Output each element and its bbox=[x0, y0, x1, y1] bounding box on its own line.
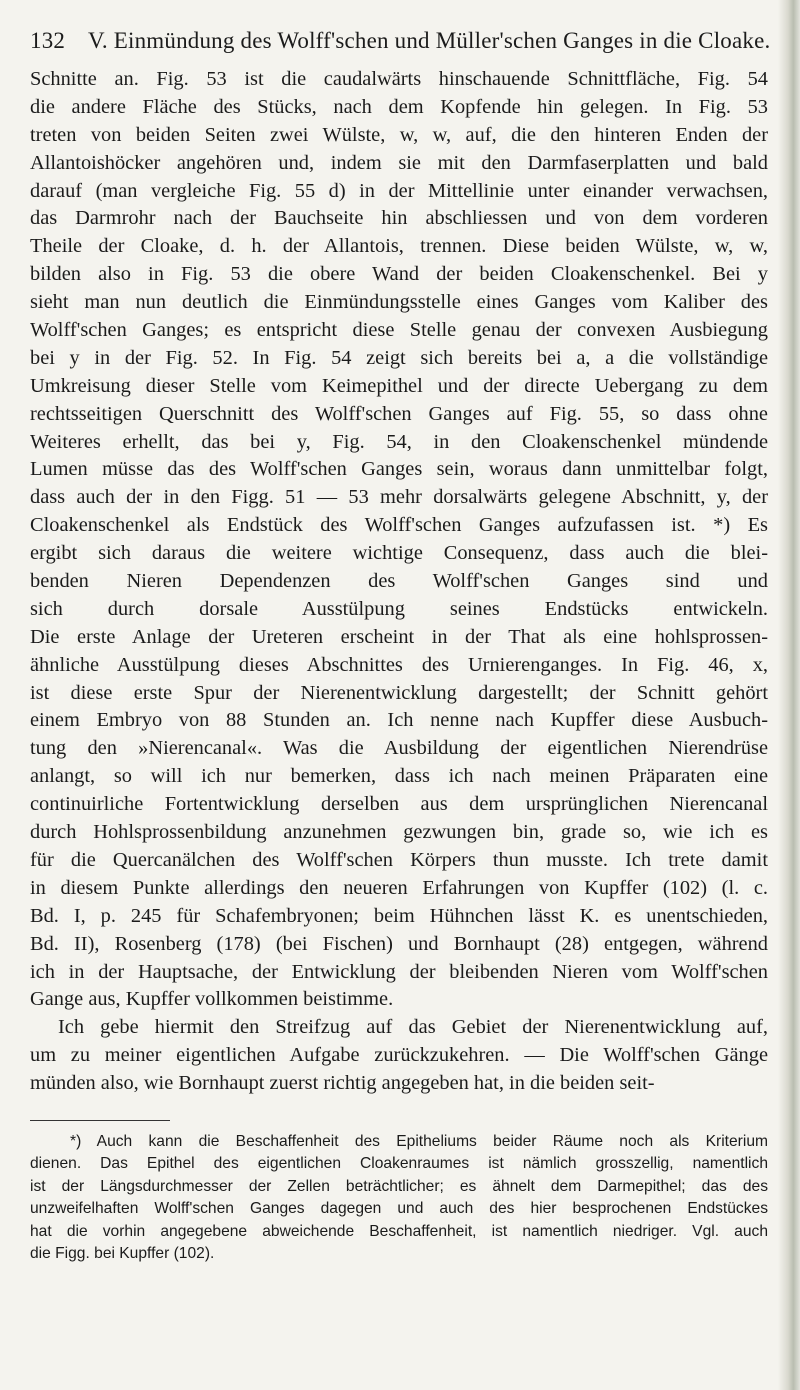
text-line: Theile der Cloake, d. h. der Allantois, trennen. Diese beiden Wülste, w, w, bbox=[30, 235, 768, 258]
text-line: Schnitte an. Fig. 53 ist die caudalwärts hinschauende Schnittfläche, Fig. 54 bbox=[30, 68, 768, 90]
text-line: sich durch dorsale Ausstülpung seines Endstücks entwickeln. bbox=[30, 597, 768, 620]
text-line: Bd. II), Rosenberg (178) (bei Fischen) und Bornhaupt (28) entgegen, während bbox=[30, 932, 768, 955]
text-line: ist diese erste Spur der Nierenentwicklung dargestellt; der Schnitt gehört bbox=[30, 681, 768, 704]
text-line: durch Hohlsprossenbildung anzunehmen gezwungen bin, grade so, wie ich es bbox=[30, 821, 768, 844]
footnote-line: ist der Längsdurchmesser der Zellen beträchtlicher; es ähnelt dem Darmepithel; das des bbox=[30, 1177, 768, 1195]
text-line: einem Embryo von 88 Stunden an. Ich nenne nach Kupffer diese Ausbuch- bbox=[30, 709, 768, 732]
text-line: ergibt sich daraus die weitere wichtige Consequenz, dass auch die blei- bbox=[30, 542, 768, 565]
text-line: dass auch der in den Figg. 51 — 53 mehr dorsalwärts gelegene Abschnitt, y, der bbox=[30, 486, 768, 509]
text-line: darauf (man vergleiche Fig. 55 d) in der Mittellinie unter einander verwachsen, bbox=[30, 179, 768, 202]
footnote-line: unzweifelhaften Wolff'schen Ganges dagegen und auch des hier besprochenen Endstückes bbox=[30, 1200, 768, 1218]
footnote-line: *) Auch kann die Beschaffenheit des Epitheliums beider Räume noch als Kriterium bbox=[70, 1132, 768, 1150]
footnote-line: die Figg. bei Kupffer (102). bbox=[30, 1245, 215, 1263]
text-line: münden also, wie Bornhaupt zuerst richtig angegeben hat, in die beiden seit- bbox=[30, 1072, 655, 1095]
text-line: benden Nieren Dependenzen des Wolff'schen Ganges sind und bbox=[30, 570, 768, 593]
running-head-title: V. Einmündung des Wolff'schen und Müller'schen Ganges in die Cloake. bbox=[88, 28, 771, 53]
text-line: anlangt, so will ich nur bemerken, dass ich nach meinen Präparaten eine bbox=[30, 765, 768, 788]
text-line: bilden also in Fig. 53 die obere Wand der beiden Cloakenschenkel. Bei y bbox=[30, 263, 768, 286]
text-line: um zu meiner eigentlichen Aufgabe zurückzukehren. — Die Wolff'schen Gänge bbox=[30, 1044, 768, 1067]
text-line: Gange aus, Kupffer vollkommen beistimme. bbox=[30, 988, 394, 1011]
text-line: ich in der Hauptsache, der Entwicklung der bleibenden Nieren vom Wolff'schen bbox=[30, 960, 768, 983]
text-line: Die erste Anlage der Ureteren erscheint in der That als eine hohlsprossen- bbox=[30, 625, 768, 648]
text-line: die andere Fläche des Stücks, nach dem Kopfende hin gelegen. In Fig. 53 bbox=[30, 95, 768, 118]
text-line: rechtsseitigen Querschnitt des Wolff'schen Ganges auf Fig. 55, so dass ohne bbox=[30, 402, 768, 425]
footnote-line: hat die vorhin angegebene abweichende Beschaffenheit, ist namentlich niedriger. Vgl. auch bbox=[30, 1222, 768, 1240]
footnote bbox=[30, 1131, 768, 1266]
text-line: treten von beiden Seiten zwei Wülste, w, w, auf, die den hinteren Enden der bbox=[30, 123, 768, 146]
text-line: Bd. I, p. 245 für Schafembryonen; beim Hühnchen lässt K. es unentschieden, bbox=[30, 904, 768, 927]
text-line: Weiteres erhellt, das bei y, Fig. 54, in den Cloakenschenkel mündende bbox=[30, 430, 768, 453]
footnote-line: dienen. Das Epithel des eigentlichen Cloakenraumes ist nämlich grosszellig, namentlich bbox=[30, 1155, 768, 1173]
running-head bbox=[30, 26, 771, 56]
text-line: Umkreisung dieser Stelle vom Keimepithel und der directe Uebergang zu dem bbox=[30, 374, 768, 397]
text-line: tung den »Nierencanal«. Was die Ausbildung der eigentlichen Nierendrüse bbox=[30, 737, 768, 760]
book-page bbox=[30, 0, 771, 1266]
text-line: das Darmrohr nach der Bauchseite hin abschliessen und von dem vorderen bbox=[30, 207, 768, 230]
text-line: continuirliche Fortentwicklung derselben aus dem ursprünglichen Nierencanal bbox=[30, 793, 768, 816]
text-line: Ich gebe hiermit den Streifzug auf das Gebiet der Nierenentwicklung auf, bbox=[58, 1016, 768, 1039]
text-line: Wolff'schen Ganges; es entspricht diese Stelle genau der convexen Ausbiegung bbox=[30, 319, 768, 342]
footnote-rule bbox=[30, 1120, 170, 1121]
text-line: bei y in der Fig. 52. In Fig. 54 zeigt sich bereits bei a, a die vollständige bbox=[30, 346, 768, 369]
body-text bbox=[30, 66, 768, 1098]
text-line: Allantoishöcker angehören und, indem sie mit den Darmfaserplatten und bald bbox=[30, 151, 768, 174]
text-line: ähnliche Ausstülpung dieses Abschnittes des Urnierenganges. In Fig. 46, x, bbox=[30, 653, 768, 676]
text-line: für die Quercanälchen des Wolff'schen Körpers thun musste. Ich trete damit bbox=[30, 848, 768, 871]
text-line: Lumen müsse das des Wolff'schen Ganges sein, woraus dann unmittelbar folgt, bbox=[30, 458, 768, 481]
text-line: in diesem Punkte allerdings den neueren Erfahrungen von Kupffer (102) (l. c. bbox=[30, 876, 768, 899]
page-edge bbox=[778, 0, 800, 1390]
page-number: 132 bbox=[30, 28, 66, 53]
text-line: sieht man nun deutlich die Einmündungsstelle eines Ganges vom Kaliber des bbox=[30, 291, 768, 314]
text-line: Cloakenschenkel als Endstück des Wolff'schen Ganges aufzufassen ist. *) Es bbox=[30, 514, 768, 537]
